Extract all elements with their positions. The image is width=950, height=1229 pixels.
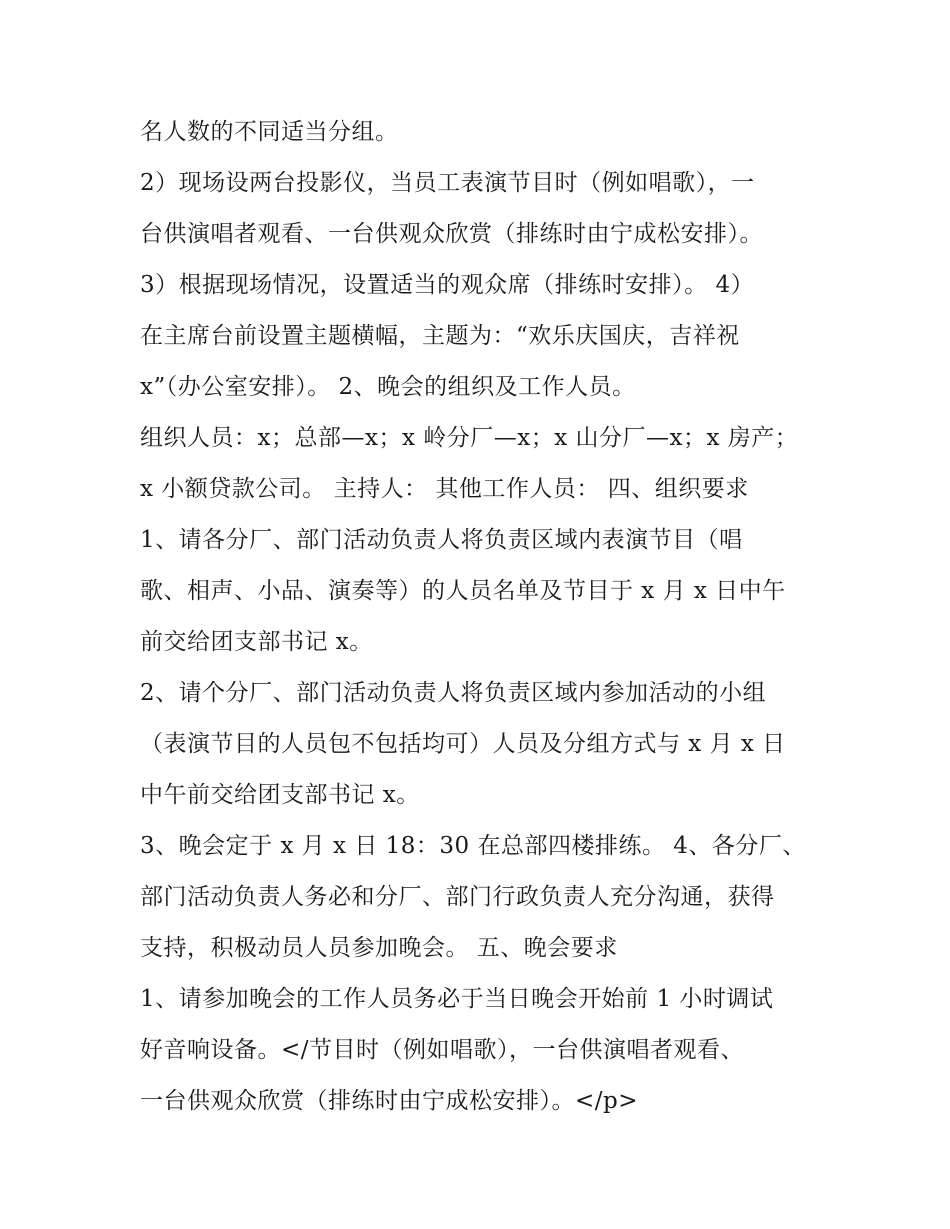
text-line: x 小额贷款公司。 主持人： 其他工作人员： 四、组织要求 — [140, 476, 749, 502]
text-line: 台供演唱者观看、一台供观众欣赏（排练时由宁成松安排）。 — [140, 221, 763, 247]
text-line: 支持，积极动员人员参加晚会。 五、晚会要求 — [140, 935, 618, 961]
text-line: 1、请各分厂、部门活动负责人将负责区域内表演节目（唱 — [140, 527, 743, 553]
text-line: 名人数的不同适当分组。 — [140, 119, 399, 145]
text-line: 3、晚会定于 x 月 x 日 18：30 在总部四楼排练。 4、各分厂、 — [140, 833, 806, 859]
text-line: 2、请个分厂、部门活动负责人将负责区域内参加活动的小组 — [140, 680, 767, 706]
text-line: 部门活动负责人务必和分厂、部门行政负责人充分沟通，获得 — [140, 884, 775, 910]
text-line: 中午前交给团支部书记 x。 — [140, 782, 420, 808]
text-line: 组织人员：x；总部—x；x 岭分厂—x；x 山分厂—x；x 房产； — [140, 425, 799, 451]
text-line: 1、请参加晚会的工作人员务必于当日晚会开始前 1 小时调试 — [140, 986, 774, 1012]
text-line: 2）现场设两台投影仪，当员工表演节目时（例如唱歌），一 — [140, 170, 755, 196]
text-line: 歌、相声、小品、演奏等）的人员名单及节目于 x 月 x 日中午 — [140, 578, 786, 604]
text-line: 一台供观众欣赏（排练时由宁成松安排）。</p> — [140, 1088, 639, 1114]
text-line: 好音响设备。</节目时（例如唱歌），一台供演唱者观看、 — [140, 1037, 745, 1063]
text-line: 前交给团支部书记 x。 — [140, 629, 373, 655]
document-body — [140, 107, 830, 1127]
text-line: 3）根据现场情况，设置适当的观众席（排练时安排）。 4） — [140, 272, 755, 298]
text-line: （表演节目的人员包不包括均可）人员及分组方式与 x 月 x 日 — [140, 731, 786, 757]
text-line: x”（办公室安排）。 2、晚会的组织及工作人员。 — [140, 374, 636, 400]
text-line: 在主席台前设置主题横幅，主题为：“欢乐庆国庆，吉祥祝 — [140, 323, 740, 349]
